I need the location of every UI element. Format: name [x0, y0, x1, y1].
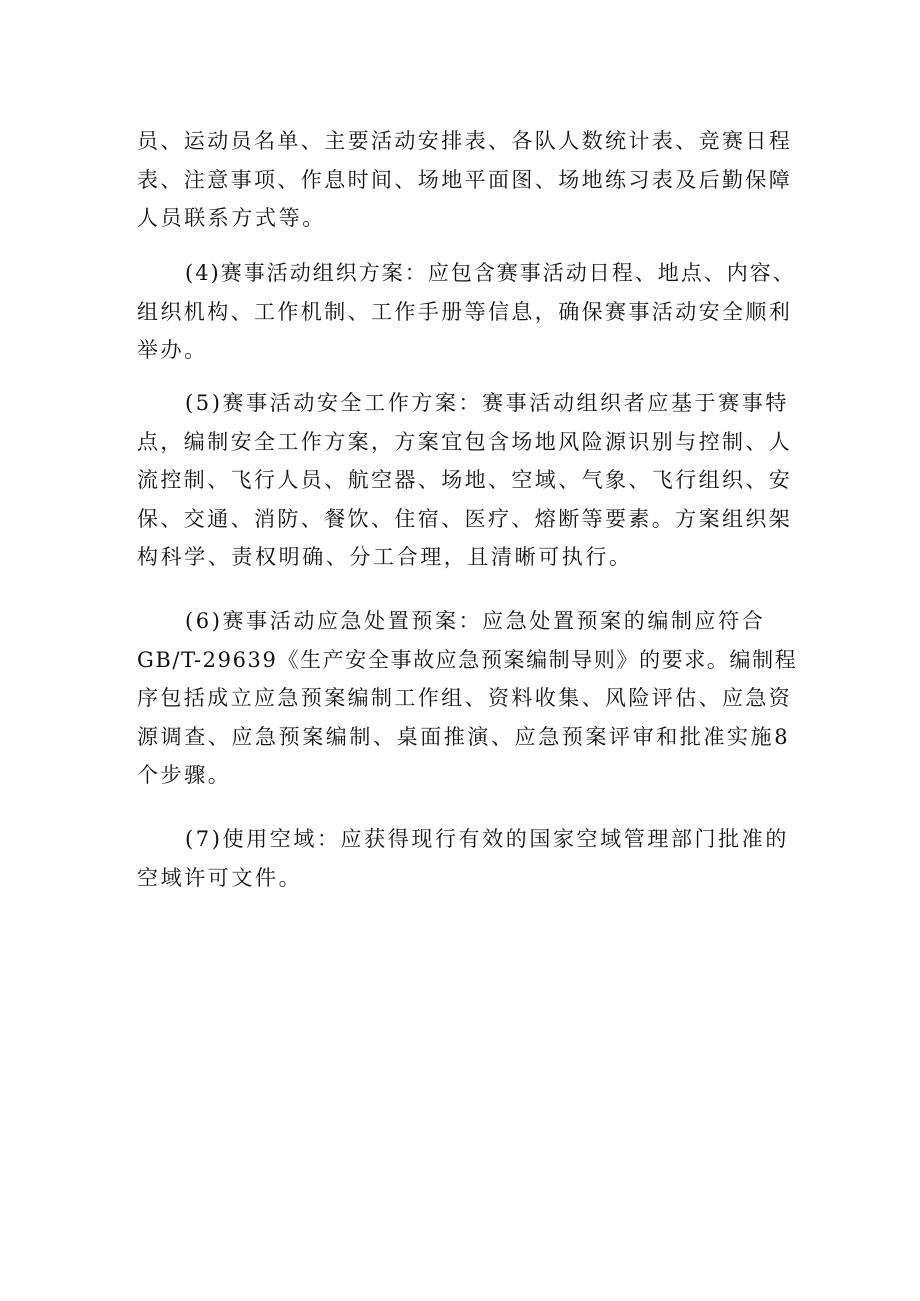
text-line: 流控制、飞行人员、航空器、场地、空域、气象、飞行组织、安 [137, 468, 793, 492]
text-line: (4)赛事活动组织方案：应包含赛事活动日程、地点、内容、 [185, 261, 796, 285]
text-line: (6)赛事活动应急处置预案：应急处置预案的编制应符合 [185, 609, 766, 633]
paragraph-continued [137, 122, 797, 238]
text-line: 构科学、责权明确、分工合理，且清晰可执行。 [137, 545, 633, 569]
paragraph-item-4 [137, 254, 797, 370]
text-line: 个步骤。 [137, 763, 232, 787]
text-line: 空域许可文件。 [137, 865, 303, 890]
text-line: 员、运动员名单、主要活动安排表、各队人数统计表、竞赛日程 [137, 129, 793, 153]
text-line: 序包括成立应急预案编制工作组、资料收集、风险评估、应急资 [137, 686, 793, 710]
paragraph-item-7 [137, 820, 797, 897]
text-line: 举办。 [137, 338, 208, 362]
text-line: (5)赛事活动安全工作方案：赛事活动组织者应基于赛事特 [185, 391, 789, 415]
paragraph-item-6 [137, 602, 797, 795]
text-line: GB/T-29639《生产安全事故应急预案编制导则》的要求。编制程 [137, 647, 798, 672]
text-line: 源调查、应急预案编制、桌面推演、应急预案评审和批准实施8 [137, 724, 791, 749]
text-line: 组织机构、工作机制、工作手册等信息，确保赛事活动安全顺利 [137, 299, 793, 324]
paragraph-item-5 [137, 384, 797, 577]
text-line: 表、注意事项、作息时间、场地平面图、场地练习表及后勤保障 [137, 167, 793, 192]
text-line: 点，编制安全工作方案，方案宜包含场地风险源识别与控制、人 [137, 429, 793, 454]
text-line: 人员联系方式等。 [137, 206, 326, 230]
text-line: (7)使用空域：应获得现行有效的国家空域管理部门批准的 [185, 827, 789, 851]
text-line: 保、交通、消防、餐饮、住宿、医疗、熔断等要素。方案组织架 [137, 506, 793, 531]
